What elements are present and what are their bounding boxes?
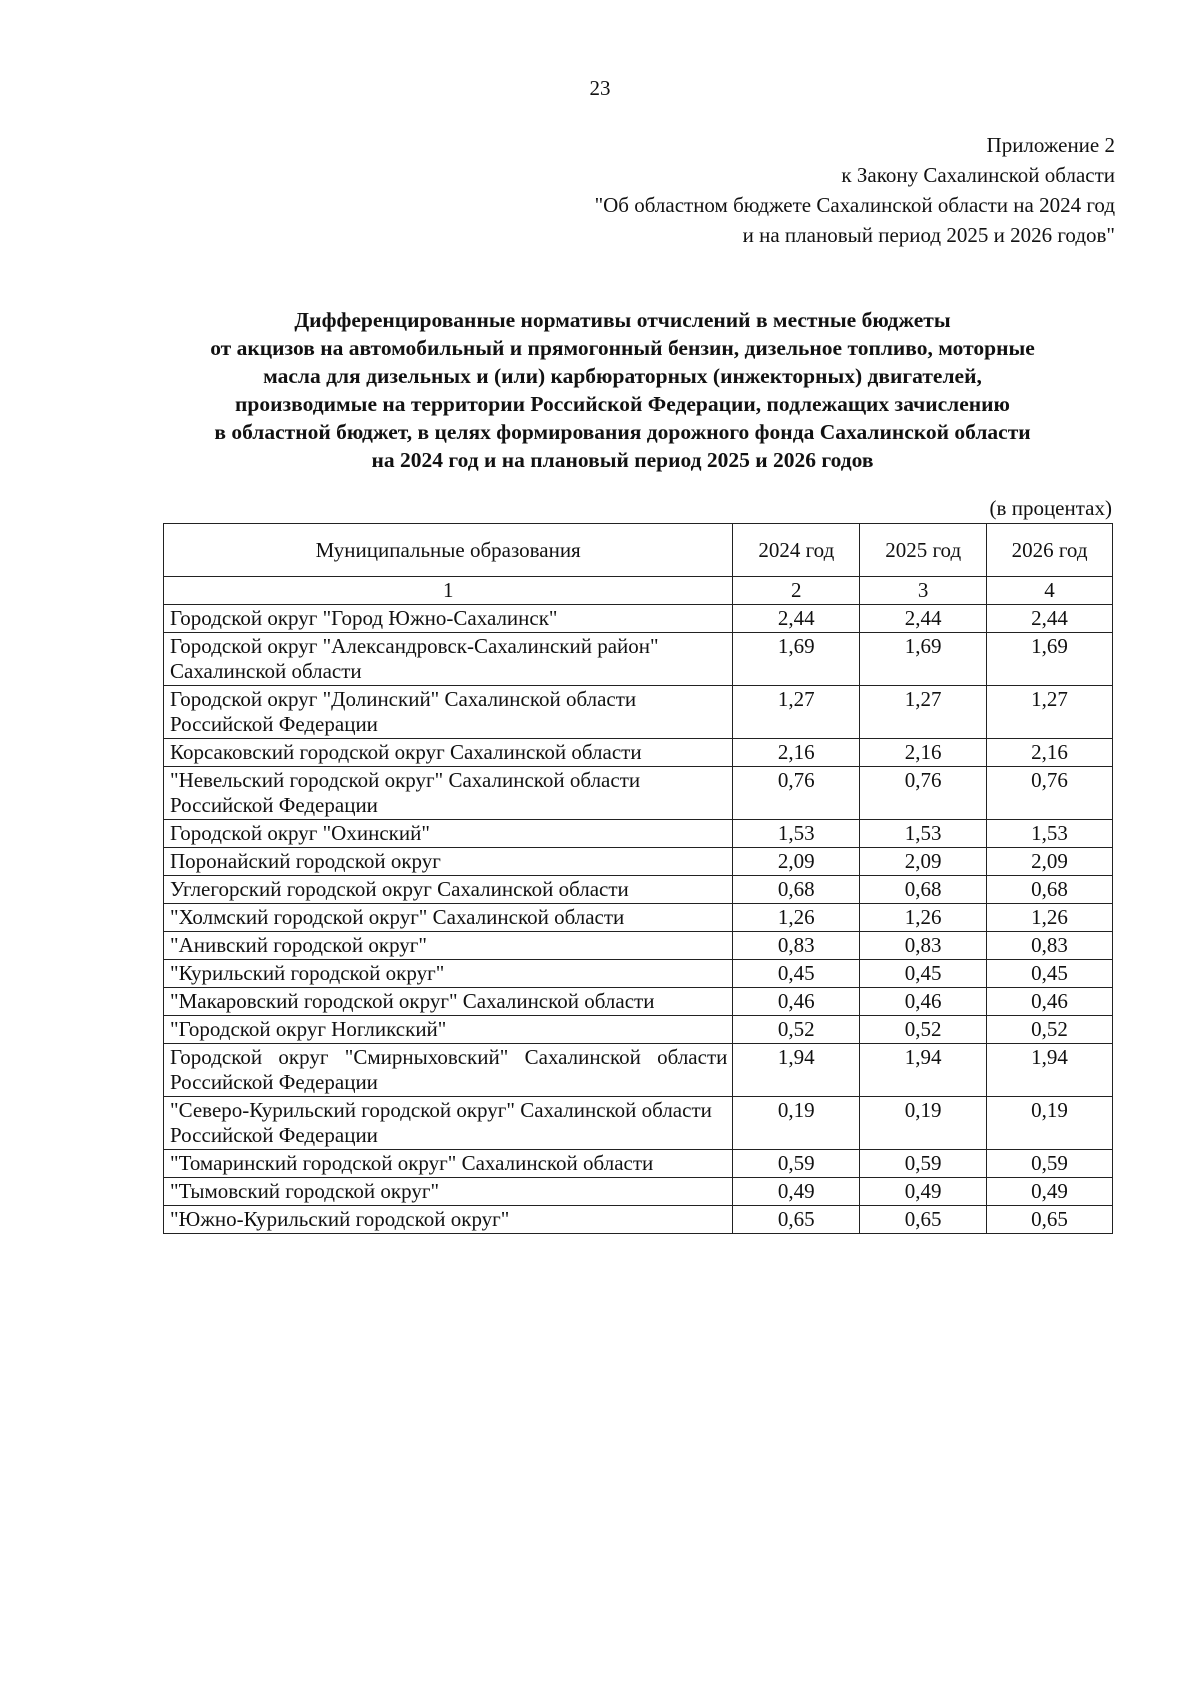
value-2026: 0,68 bbox=[987, 876, 1113, 904]
value-2025: 1,94 bbox=[860, 1044, 987, 1097]
value-2025: 0,65 bbox=[860, 1206, 987, 1234]
table-row bbox=[164, 1044, 1113, 1097]
municipality-name: Городской округ "Охинский" bbox=[164, 820, 733, 848]
value-2026: 0,49 bbox=[987, 1178, 1113, 1206]
value-2025: 0,49 bbox=[860, 1178, 987, 1206]
value-2025: 0,45 bbox=[860, 960, 987, 988]
value-2024: 0,59 bbox=[733, 1150, 860, 1178]
municipality-name: "Южно-Курильский городской округ" bbox=[164, 1206, 733, 1234]
value-2024: 1,53 bbox=[733, 820, 860, 848]
municipality-name: "Курильский городской округ" bbox=[164, 960, 733, 988]
value-2026: 1,27 bbox=[987, 686, 1113, 739]
value-2026: 0,46 bbox=[987, 988, 1113, 1016]
table-row bbox=[164, 848, 1113, 876]
column-number: 1 bbox=[164, 577, 733, 605]
table-row bbox=[164, 1178, 1113, 1206]
table-row bbox=[164, 1150, 1113, 1178]
value-2024: 2,44 bbox=[733, 605, 860, 633]
table-row bbox=[164, 767, 1113, 820]
value-2026: 0,83 bbox=[987, 932, 1113, 960]
table-row bbox=[164, 960, 1113, 988]
header-2025: 2025 год bbox=[860, 524, 987, 577]
column-number: 3 bbox=[860, 577, 987, 605]
value-2024: 0,45 bbox=[733, 960, 860, 988]
value-2024: 0,52 bbox=[733, 1016, 860, 1044]
value-2024: 1,27 bbox=[733, 686, 860, 739]
table-row bbox=[164, 876, 1113, 904]
municipality-name: "Городской округ Ногликский" bbox=[164, 1016, 733, 1044]
value-2026: 0,59 bbox=[987, 1150, 1113, 1178]
value-2024: 0,19 bbox=[733, 1097, 860, 1150]
appendix-line: к Закону Сахалинской области bbox=[841, 163, 1115, 187]
municipality-name: "Холмский городской округ" Сахалинской области bbox=[164, 904, 733, 932]
value-2025: 0,76 bbox=[860, 767, 987, 820]
table-row bbox=[164, 1016, 1113, 1044]
municipality-name: "Макаровский городской округ" Сахалинской области bbox=[164, 988, 733, 1016]
municipality-name: Углегорский городской округ Сахалинской области bbox=[164, 876, 733, 904]
column-number-row bbox=[164, 577, 1113, 605]
value-2026: 1,69 bbox=[987, 633, 1113, 686]
column-number: 4 bbox=[987, 577, 1113, 605]
appendix-line: "Об областном бюджете Сахалинской области на 2024 год bbox=[594, 193, 1115, 217]
municipality-name: "Северо-Курильский городской округ" Сахалинской области Российской Федерации bbox=[164, 1097, 733, 1150]
municipality-name: Городской округ "Александровск-Сахалинский район" Сахалинской области bbox=[164, 633, 733, 686]
value-2025: 0,46 bbox=[860, 988, 987, 1016]
appendix-reference bbox=[595, 130, 1115, 250]
value-2026: 0,52 bbox=[987, 1016, 1113, 1044]
appendix-line: и на плановый период 2025 и 2026 годов" bbox=[742, 223, 1115, 247]
value-2026: 0,45 bbox=[987, 960, 1113, 988]
title-line: производимые на территории Российской Федерации, подлежащих зачислению bbox=[235, 392, 1010, 416]
value-2026: 0,76 bbox=[987, 767, 1113, 820]
value-2025: 1,53 bbox=[860, 820, 987, 848]
header-2024: 2024 год bbox=[733, 524, 860, 577]
header-municipality: Муниципальные образования bbox=[164, 524, 733, 577]
document-title bbox=[150, 306, 1095, 474]
value-2025: 0,59 bbox=[860, 1150, 987, 1178]
value-2024: 1,26 bbox=[733, 904, 860, 932]
value-2025: 0,19 bbox=[860, 1097, 987, 1150]
table-row bbox=[164, 1097, 1113, 1150]
table-header-row bbox=[164, 524, 1113, 577]
value-2024: 0,65 bbox=[733, 1206, 860, 1234]
title-line: в областной бюджет, в целях формирования дорожного фонда Сахалинской области bbox=[214, 420, 1031, 444]
value-2024: 0,46 bbox=[733, 988, 860, 1016]
value-2025: 1,69 bbox=[860, 633, 987, 686]
title-line: масла для дизельных и (или) карбюраторных (инжекторных) двигателей, bbox=[263, 364, 982, 388]
value-2024: 2,09 bbox=[733, 848, 860, 876]
table-row bbox=[164, 932, 1113, 960]
municipality-name: Корсаковский городской округ Сахалинской области bbox=[164, 739, 733, 767]
value-2025: 1,26 bbox=[860, 904, 987, 932]
table-row bbox=[164, 904, 1113, 932]
page-number: 23 bbox=[589, 76, 611, 100]
appendix-line: Приложение 2 bbox=[986, 133, 1115, 157]
table-row bbox=[164, 988, 1113, 1016]
column-number: 2 bbox=[733, 577, 860, 605]
table-row bbox=[164, 605, 1113, 633]
title-line: Дифференцированные нормативы отчислений в местные бюджеты bbox=[294, 308, 951, 332]
municipality-name: Поронайский городской округ bbox=[164, 848, 733, 876]
header-2026: 2026 год bbox=[987, 524, 1113, 577]
value-2026: 2,09 bbox=[987, 848, 1113, 876]
municipality-name: Городской округ "Город Южно-Сахалинск" bbox=[164, 605, 733, 633]
municipality-name: "Невельский городской округ" Сахалинской области Российской Федерации bbox=[164, 767, 733, 820]
value-2024: 0,49 bbox=[733, 1178, 860, 1206]
value-2026: 2,44 bbox=[987, 605, 1113, 633]
value-2025: 0,68 bbox=[860, 876, 987, 904]
value-2025: 0,83 bbox=[860, 932, 987, 960]
municipality-name: "Томаринский городской округ" Сахалинской области bbox=[164, 1150, 733, 1178]
value-2026: 1,53 bbox=[987, 820, 1113, 848]
value-2024: 0,76 bbox=[733, 767, 860, 820]
value-2026: 2,16 bbox=[987, 739, 1113, 767]
municipality-name: Городской округ "Смирныховский" Сахалинской области Российской Федерации bbox=[164, 1044, 733, 1097]
value-2026: 0,65 bbox=[987, 1206, 1113, 1234]
value-2024: 2,16 bbox=[733, 739, 860, 767]
table-row bbox=[164, 820, 1113, 848]
value-2024: 0,83 bbox=[733, 932, 860, 960]
table-row bbox=[164, 633, 1113, 686]
value-2025: 2,44 bbox=[860, 605, 987, 633]
title-line: от акцизов на автомобильный и прямогонный бензин, дизельное топливо, моторные bbox=[210, 336, 1035, 360]
value-2025: 2,09 bbox=[860, 848, 987, 876]
municipality-name: "Анивский городской округ" bbox=[164, 932, 733, 960]
municipality-name: "Тымовский городской округ" bbox=[164, 1178, 733, 1206]
value-2025: 2,16 bbox=[860, 739, 987, 767]
table-row bbox=[164, 739, 1113, 767]
standards-table bbox=[163, 523, 1113, 1234]
value-2024: 1,94 bbox=[733, 1044, 860, 1097]
title-line: на 2024 год и на плановый период 2025 и 2026 годов bbox=[371, 448, 874, 472]
table-row bbox=[164, 1206, 1113, 1234]
value-2026: 1,94 bbox=[987, 1044, 1113, 1097]
table-row bbox=[164, 686, 1113, 739]
value-2025: 1,27 bbox=[860, 686, 987, 739]
value-2026: 1,26 bbox=[987, 904, 1113, 932]
municipality-name: Городской округ "Долинский" Сахалинской области Российской Федерации bbox=[164, 686, 733, 739]
value-2024: 1,69 bbox=[733, 633, 860, 686]
value-2024: 0,68 bbox=[733, 876, 860, 904]
unit-note: (в процентах) bbox=[989, 496, 1112, 520]
value-2025: 0,52 bbox=[860, 1016, 987, 1044]
value-2026: 0,19 bbox=[987, 1097, 1113, 1150]
